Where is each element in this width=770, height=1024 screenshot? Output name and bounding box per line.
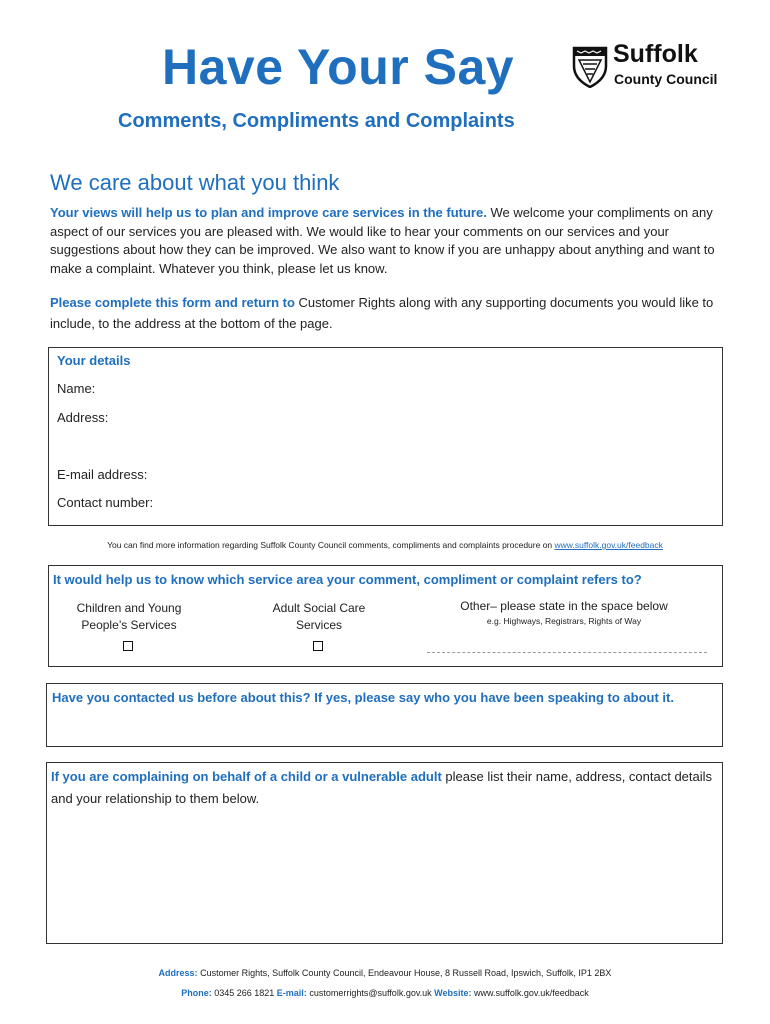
info-text: You can find more information regarding Suffolk County Council comments, compliments and complaints procedure on bbox=[107, 540, 555, 550]
footer-contacts bbox=[0, 988, 770, 998]
option-adult-label bbox=[249, 600, 389, 633]
email-field[interactable]: E-mail address: bbox=[57, 467, 148, 482]
intro-lead: Your views will help us to plan and improve care services in the future. bbox=[50, 205, 487, 220]
email-label: E-mail: bbox=[276, 988, 307, 998]
address-field[interactable]: Address: bbox=[57, 410, 109, 425]
other-example: e.g. Highways, Registrars, Rights of Way bbox=[486, 616, 642, 626]
contacted-before-box[interactable] bbox=[46, 683, 723, 747]
service-area-question: It would help us to know which service area your comment, compliment or complaint refers to? bbox=[53, 572, 642, 587]
return-paragraph bbox=[50, 292, 722, 334]
intro-heading: We care about what you think bbox=[50, 170, 340, 195]
option-adult-line2: Services bbox=[295, 617, 342, 632]
logo-name: Suffolk bbox=[613, 40, 698, 68]
contacted-before-question: Have you contacted us before about this? If yes, please say who you have been speaking to about it. bbox=[52, 690, 674, 705]
contact-number-field[interactable]: Contact number: bbox=[57, 495, 154, 510]
return-text: Customer Rights along with any supporting documents you would like to include, to the address at the bottom of the page. bbox=[50, 295, 714, 331]
phone-value: 0345 266 1821 bbox=[211, 988, 277, 998]
website-value: www.suffolk.gov.uk/feedback bbox=[471, 988, 589, 998]
option-children-line1: Children and Young bbox=[76, 601, 182, 615]
suffolk-logo bbox=[571, 40, 731, 90]
intro-text: We welcome your compliments on any aspect of our services you are pleased with. We would like to hear your comments on our services and your suggestions about how they can be improved. We also want to know if you are unhappy about anything and want to make a complaint. Whatever you think, please let us know. bbox=[50, 205, 715, 276]
website-label: Website: bbox=[434, 988, 472, 998]
info-note bbox=[0, 540, 770, 550]
option-adult-line1: Adult Social Care bbox=[272, 601, 366, 615]
email-value: customerrights@suffolk.gov.uk bbox=[306, 988, 435, 998]
behalf-box[interactable] bbox=[46, 762, 723, 944]
address-label: Address: bbox=[158, 968, 198, 978]
details-box bbox=[48, 347, 723, 526]
footer-address bbox=[0, 968, 770, 978]
behalf-lead: If you are complaining on behalf of a child or a vulnerable adult bbox=[51, 769, 442, 784]
children-services-checkbox[interactable] bbox=[123, 641, 133, 651]
phone-label: Phone: bbox=[181, 988, 212, 998]
option-children-label bbox=[59, 600, 199, 633]
details-heading: Your details bbox=[57, 353, 131, 368]
behalf-question bbox=[51, 766, 716, 810]
intro-paragraph bbox=[50, 204, 722, 278]
name-field[interactable]: Name: bbox=[57, 381, 96, 396]
other-label: Other– please state in the space below bbox=[460, 599, 668, 613]
crest-icon bbox=[571, 44, 609, 88]
behalf-text: please list their name, address, contact details and your relationship to them below. bbox=[51, 769, 713, 806]
option-children-line2: People’s Services bbox=[81, 617, 177, 632]
address-value: Customer Rights, Suffolk County Council, Endeavour House, 8 Russell Road, Ipswich, Suffolk, IP1 2BX bbox=[197, 968, 612, 978]
adult-services-checkbox[interactable] bbox=[313, 641, 323, 651]
feedback-link[interactable]: www.suffolk.gov.uk/feedback bbox=[554, 540, 663, 550]
service-area-box bbox=[48, 565, 723, 667]
other-input-line[interactable] bbox=[427, 652, 707, 653]
page-title: Have Your Say bbox=[162, 39, 515, 95]
page-subtitle: Comments, Compliments and Complaints bbox=[118, 110, 515, 132]
return-lead: Please complete this form and return to bbox=[50, 295, 295, 310]
logo-subtitle: County Council bbox=[614, 71, 718, 87]
